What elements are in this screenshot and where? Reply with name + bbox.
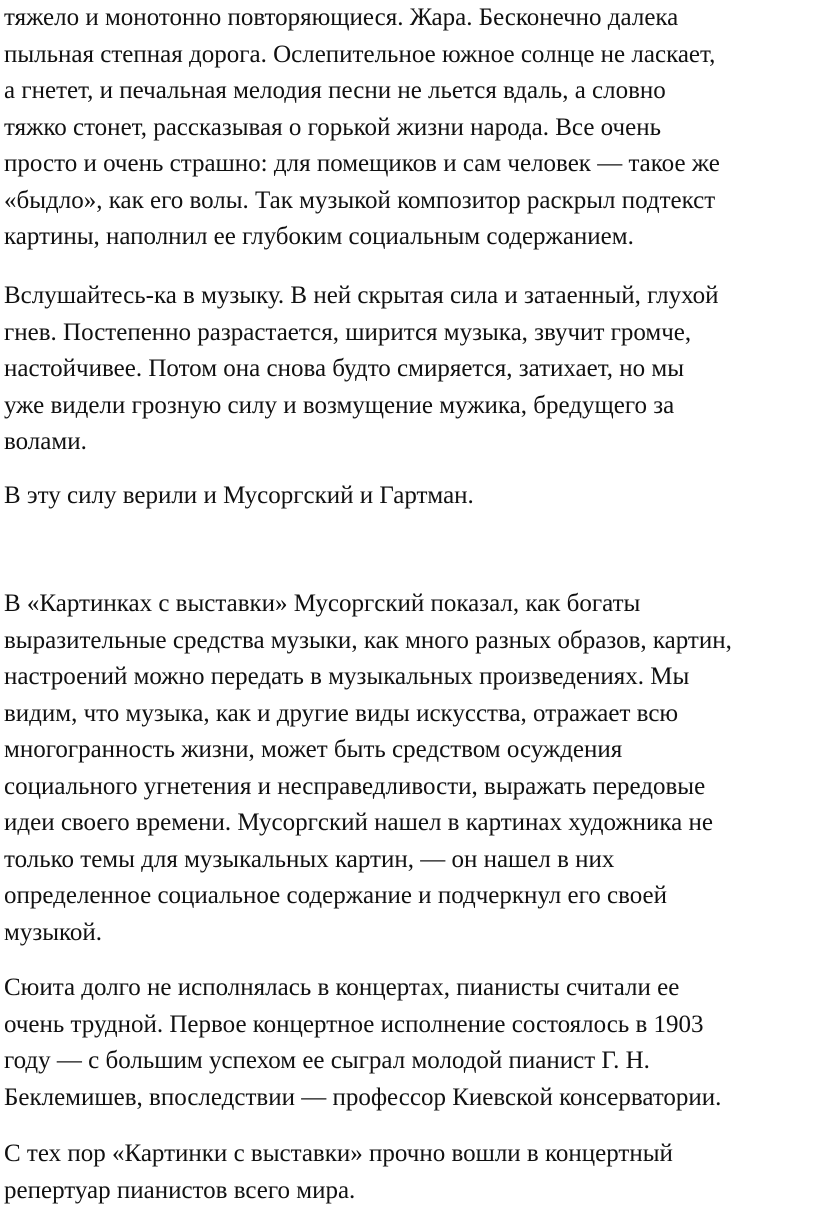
paragraph-1: [4, 0, 804, 256]
text-line: социального угнетения и несправедливости, выражать передовые: [4, 772, 706, 800]
paragraph-5: [4, 970, 804, 1116]
text-line: гнев. Постепенно разрастается, ширится музыка, звучит громче,: [4, 318, 692, 346]
text-line: «быдло», как его волы. Так музыкой композитор раскрыл подтекст: [4, 186, 716, 214]
text-line: С тех пор «Картинки с выставки» прочно вошли в концертный: [4, 1140, 673, 1167]
text-line: видим, что музыка, как и другие виды искусства, отражает всю: [4, 699, 679, 727]
text-line: В эту силу верили и Мусоргский и Гартман.: [4, 482, 474, 509]
text-line: пыльная степная дорога. Ослепительное южное солнце не ласкает,: [4, 40, 716, 68]
text-line: идеи своего времени. Мусоргский нашел в картинах художника не: [4, 809, 713, 836]
text-line: просто и очень страшно: для помещиков и сам человек — такое же: [4, 150, 720, 177]
paragraph-2: [4, 278, 804, 461]
text-line: выразительные средства музыки, как много разных образов, картин,: [4, 626, 732, 654]
text-line: репертуар пианистов всего мира.: [4, 1176, 356, 1204]
text-line: многогранность жизни, может быть средством осуждения: [4, 736, 623, 763]
text-line: очень трудной. Первое концертное исполнение состоялось в 1903: [4, 1010, 704, 1038]
text-line: тяжко стонет, рассказывая о горькой жизни народа. Все очень: [4, 113, 661, 141]
text-line: определенное социальное содержание и подчеркнул его своей: [4, 882, 668, 909]
text-line: только темы для музыкальных картин, — он нашел в них: [4, 845, 615, 873]
paragraph-4: [4, 586, 804, 951]
text-line: тяжело и монотонно повторяющиеся. Жара. Бесконечно далека: [4, 4, 679, 31]
paragraph-6: [4, 1136, 804, 1209]
text-line: уже видели грозную силу и возмущение мужика, бредущего за: [4, 391, 675, 419]
text-line: настойчивее. Потом она снова будто смиряется, затихает, но мы: [4, 355, 685, 382]
text-line: В «Картинках с выставки» Мусоргский показал, как богаты: [4, 590, 641, 617]
text-line: настроений можно передать в музыкальных произведениях. Мы: [4, 663, 690, 690]
paragraph-3: [4, 478, 804, 515]
text-line: музыкой.: [4, 918, 102, 946]
text-line: Беклемишев, впоследствии — профессор Киевской консерватории.: [4, 1083, 722, 1111]
text-line: Вслушайтесь-ка в музыку. В ней скрытая сила и затаенный, глухой: [4, 282, 719, 309]
text-line: Сюита долго не исполнялась в концертах, пианисты считали ее: [4, 974, 680, 1001]
text-line: картины, наполнил ее глубоким социальным содержанием.: [4, 223, 634, 250]
text-line: году — с большим успехом ее сыграл молодой пианист Г. Н.: [4, 1047, 650, 1074]
text-line: а гнетет, и печальная мелодия песни не льется вдаль, а словно: [4, 77, 666, 104]
text-line: волами.: [4, 428, 87, 455]
